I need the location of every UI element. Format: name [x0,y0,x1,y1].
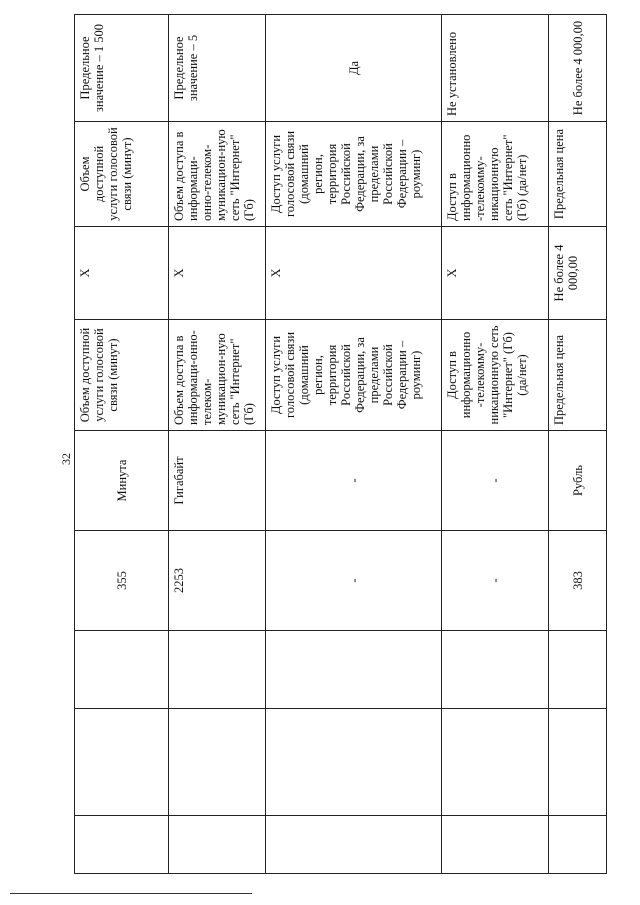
table-cell-value: Предельное значение – 5 [169,15,266,122]
table-cell-value: X [266,227,442,320]
empty-cell [442,709,549,816]
table-cell-value: Не более 4 000,00 [549,227,607,320]
table-cell-characteristic: Доступ в информационно -телекомму-никационную сеть "Интернет" (Гб) (да/нет) [442,320,549,431]
table-cell-value: X [442,227,549,320]
empty-cell [266,709,442,816]
table-row [442,15,549,874]
table-cell-code: - [266,531,442,631]
table-cell-characteristic: Доступ услуги голосовой связи (домашний регион, территория Российской Федерации, за пределами Российской Федерации – роуминг) [266,122,442,227]
specification-table [74,14,607,874]
empty-cell [442,816,549,874]
empty-cell [75,816,169,874]
empty-cell [266,631,442,709]
table-cell-unit: - [266,431,442,531]
empty-cell [442,631,549,709]
empty-cell [549,631,607,709]
table-cell-code: - [442,531,549,631]
footnote-separator [10,893,252,894]
table-cell-unit: Минута [75,431,169,531]
table-cell-characteristic: Предельная цена [549,122,607,227]
empty-cell [169,631,266,709]
empty-cell [75,631,169,709]
table-cell-characteristic: Доступ в информационно -телекомму-никационную сеть "Интернет" (Гб) (да/нет) [442,122,549,227]
table-cell-value: Не более 4 000,00 [549,15,607,122]
table-cell-characteristic: Предельная цена [549,320,607,431]
table-cell-code: 355 [75,531,169,631]
table-cell-code: 383 [549,531,607,631]
empty-cell [75,709,169,816]
table-cell-value: Да [266,15,442,122]
table-cell-characteristic: Объем доступа в информаци-онно-телеком-муникацион-ную сеть "Интернет" (Гб) [169,122,266,227]
table-row [266,15,442,874]
table-row [75,15,169,874]
table-row [169,15,266,874]
table-cell-characteristic: Объем доступа в информаци-онно-телеком-муникацион-ную сеть "Интернет" (Гб) [169,320,266,431]
table-cell-value: Не установлено [442,15,549,122]
table-cell-characteristic: Объем доступной услуги голосовой связи (минут) [75,122,169,227]
empty-cell [169,709,266,816]
table-cell-code: 2253 [169,531,266,631]
table-cell-value: X [169,227,266,320]
table-cell-value: X [75,227,169,320]
empty-cell [549,816,607,874]
empty-cell [169,816,266,874]
table-cell-unit: - [442,431,549,531]
table-cell-value: Предельное значение – 1 500 [75,15,169,122]
empty-cell [549,709,607,816]
table-cell-characteristic: Объем доступной услуги голосовой связи (минут) [75,320,169,431]
table-cell-unit: Гигабайт [169,431,266,531]
empty-cell [266,816,442,874]
table-cell-characteristic: Доступ услуги голосовой связи (домашний регион, территория Российской Федерации, за пределами Российской Федерации – роуминг) [266,320,442,431]
table-cell-unit: Рубль [549,431,607,531]
table-row [549,15,607,874]
page-number: 32 [59,453,73,465]
